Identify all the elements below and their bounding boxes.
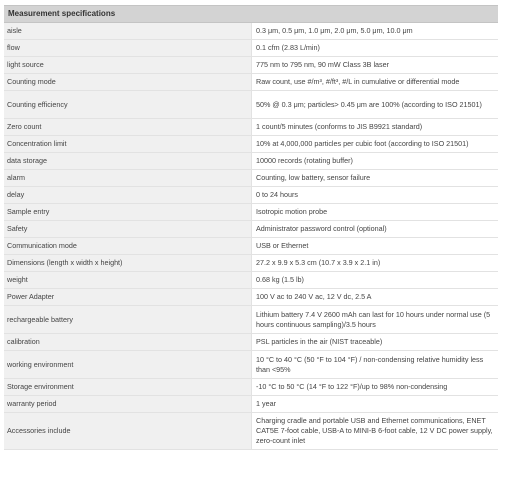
spec-value: 0.3 μm, 0.5 μm, 1.0 μm, 2.0 μm, 5.0 μm, 10.0 μm <box>252 23 498 40</box>
table-row <box>4 306 498 334</box>
spec-value: Counting, low battery, sensor failure <box>252 170 498 187</box>
spec-label: Counting mode <box>4 74 252 91</box>
spec-value: 10 °C to 40 °C (50 °F to 104 °F) / non-condensing relative humidity less than <95% <box>252 351 498 379</box>
table-heading: Measurement specifications <box>4 5 498 23</box>
spec-label: weight <box>4 272 252 289</box>
spec-value: -10 °C to 50 °C (14 °F to 122 °F)/up to 98% non-condensing <box>252 379 498 396</box>
spec-value: 775 nm to 795 nm, 90 mW Class 3B laser <box>252 57 498 74</box>
table-row <box>4 238 498 255</box>
measurement-specifications-table <box>4 5 498 450</box>
spec-label: Accessories include <box>4 413 252 450</box>
spec-value: PSL particles in the air (NIST traceable) <box>252 334 498 351</box>
table-row <box>4 221 498 238</box>
spec-value: Isotropic motion probe <box>252 204 498 221</box>
specifications-panel <box>4 5 498 450</box>
spec-value: 0.1 cfm (2.83 L/min) <box>252 40 498 57</box>
spec-value: Charging cradle and portable USB and Ethernet communications, ENET CAT5E 7-foot cable, USB-A to MINI-B 6-foot cable, 12 V DC power supply, zero-count inlet <box>252 413 498 450</box>
table-row <box>4 379 498 396</box>
spec-label: flow <box>4 40 252 57</box>
spec-value: Raw count, use #/m³, #/ft³, #/L in cumulative or differential mode <box>252 74 498 91</box>
spec-label: Concentration limit <box>4 136 252 153</box>
table-row <box>4 119 498 136</box>
table-row <box>4 136 498 153</box>
spec-value: Administrator password control (optional) <box>252 221 498 238</box>
table-row <box>4 255 498 272</box>
spec-label: alarm <box>4 170 252 187</box>
spec-value: Lithium battery 7.4 V 2600 mAh can last for 10 hours under normal use (5 hours continuous sampling)/3.5 hours <box>252 306 498 334</box>
spec-label: Counting efficiency <box>4 91 252 119</box>
table-row <box>4 57 498 74</box>
spec-value: 10000 records (rotating buffer) <box>252 153 498 170</box>
table-row <box>4 289 498 306</box>
table-row <box>4 40 498 57</box>
spec-label: Dimensions (length x width x height) <box>4 255 252 272</box>
table-row <box>4 170 498 187</box>
spec-label: warranty period <box>4 396 252 413</box>
spec-value: USB or Ethernet <box>252 238 498 255</box>
spec-label: working environment <box>4 351 252 379</box>
spec-label: Communication mode <box>4 238 252 255</box>
table-row <box>4 153 498 170</box>
spec-label: Storage environment <box>4 379 252 396</box>
spec-label: delay <box>4 187 252 204</box>
table-row <box>4 351 498 379</box>
spec-label: Sample entry <box>4 204 252 221</box>
spec-label: data storage <box>4 153 252 170</box>
spec-label: rechargeable battery <box>4 306 252 334</box>
spec-value: 1 count/5 minutes (conforms to JIS B9921 standard) <box>252 119 498 136</box>
spec-value: 1 year <box>252 396 498 413</box>
table-row <box>4 23 498 40</box>
spec-value: 0 to 24 hours <box>252 187 498 204</box>
table-row <box>4 334 498 351</box>
table-header-row <box>4 5 498 23</box>
spec-label: Power Adapter <box>4 289 252 306</box>
spec-label: Zero count <box>4 119 252 136</box>
spec-value: 10% at 4,000,000 particles per cubic foot (according to ISO 21501) <box>252 136 498 153</box>
table-row <box>4 204 498 221</box>
spec-label: Safety <box>4 221 252 238</box>
spec-label: light source <box>4 57 252 74</box>
spec-label: calibration <box>4 334 252 351</box>
table-row <box>4 187 498 204</box>
table-row <box>4 91 498 119</box>
table-row <box>4 74 498 91</box>
table-row <box>4 413 498 450</box>
spec-value: 0.68 kg (1.5 lb) <box>252 272 498 289</box>
spec-value: 50% @ 0.3 μm; particles> 0.45 μm are 100% (according to ISO 21501) <box>252 91 498 119</box>
spec-value: 27.2 x 9.9 x 5.3 cm (10.7 x 3.9 x 2.1 in) <box>252 255 498 272</box>
spec-value: 100 V ac to 240 V ac, 12 V dc, 2.5 A <box>252 289 498 306</box>
table-row <box>4 272 498 289</box>
spec-label: aisle <box>4 23 252 40</box>
table-row <box>4 396 498 413</box>
